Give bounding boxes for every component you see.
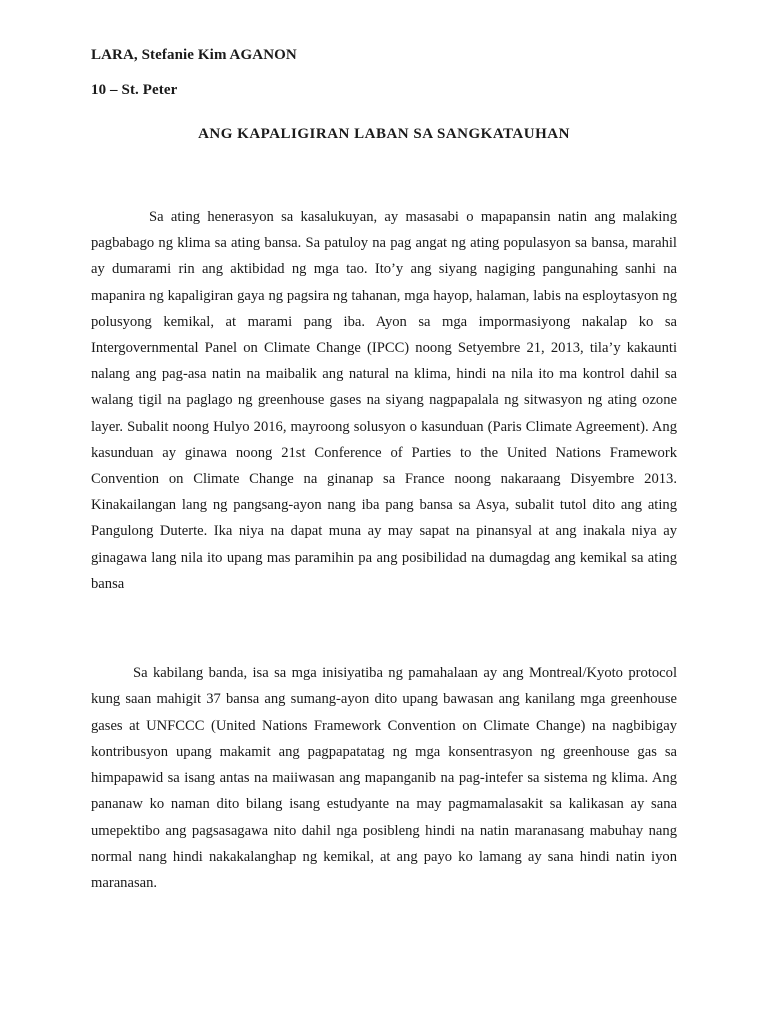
essay-title: ANG KAPALIGIRAN LABAN SA SANGKATAUHAN [198, 126, 570, 142]
paragraph-2: Sa kabilang banda, isa sa mga inisiyatiba ng pamahalaan ay ang Montreal/Kyoto protocol kung saan mahigit 37 bansa ang sumang-ayon dito upang bawasan ang kanilang mga greenhouse gases at UNFCCC (United Nations Framework Convention on Climate Change) na nagbibigay kontribusyon upang makamit ang pagpapatatag ng mga konsentrasyon ng greenhouse gas sa himpapawid sa isang antas na maiiwasan ang mapanganib na pag-intefer sa sistema ng klima. Ang pananaw ko naman dito bilang isang estudyante na may pagmamalasakit sa kalikasan ay sana umepektibo ang pagsasagawa nito dahil nga posibleng hindi na natin maranasang mabuhay nang normal nang hindi nakakalanghap ng kemikal, at ang payo ko lamang ay sana hindi natin iyon maranasan. [91, 665, 677, 892]
class-section: 10 – St. Peter [91, 82, 178, 98]
author-name: LARA, Stefanie Kim AGANON [91, 47, 297, 63]
paragraph-1: Sa ating henerasyon sa kasalukuyan, ay masasabi o mapapansin natin ang malaking pagbabago ng klima sa ating bansa. Sa patuloy na pag angat ng ating populasyon sa bansa, marahil ay dumarami rin ang aktibidad ng mga tao. Ito’y ang siyang nagiging pangunahing sanhi na mapanira ng kapaligiran gaya ng pagsira ng tahanan, mga hayop, halaman, labis na esploytasyon ng polusyong kemikal, at marami pang iba. Ayon sa mga impormasiyong nakalap ko sa Intergovernmental Panel on Climate Change (IPCC) noong Setyembre 21, 2013, tila’y kakaunti nalang ang pag-asa natin na maibalik ang natural na klima, hindi na nila ito ma kontrol dahil sa walang tigil na paglago ng greenhouse gases na siyang nagpapalala ng sitwasyon ng ating ozone layer. Subalit noong Hulyo 2016, mayroong solusyon o kasunduan (Paris Climate Agreement). Ang kasunduan ay ginawa noong 21st Conference of Parties to the United Nations Framework Convention on Climate Change na ginanap sa France noong nakaraang Disyembre 2013. Kinakailangan lang ng pangsang-ayon nang iba pang bansa sa Asya, subalit tutol dito ang ating Pangulong Duterte. Ika niya na dapat muna ay may sapat na pinansyal at ang inakala niya ay ginagawa lang nila ito upang mas paramihin pa ang posibilidad na dumagdag ang kemikal sa ating bansa [91, 209, 677, 592]
